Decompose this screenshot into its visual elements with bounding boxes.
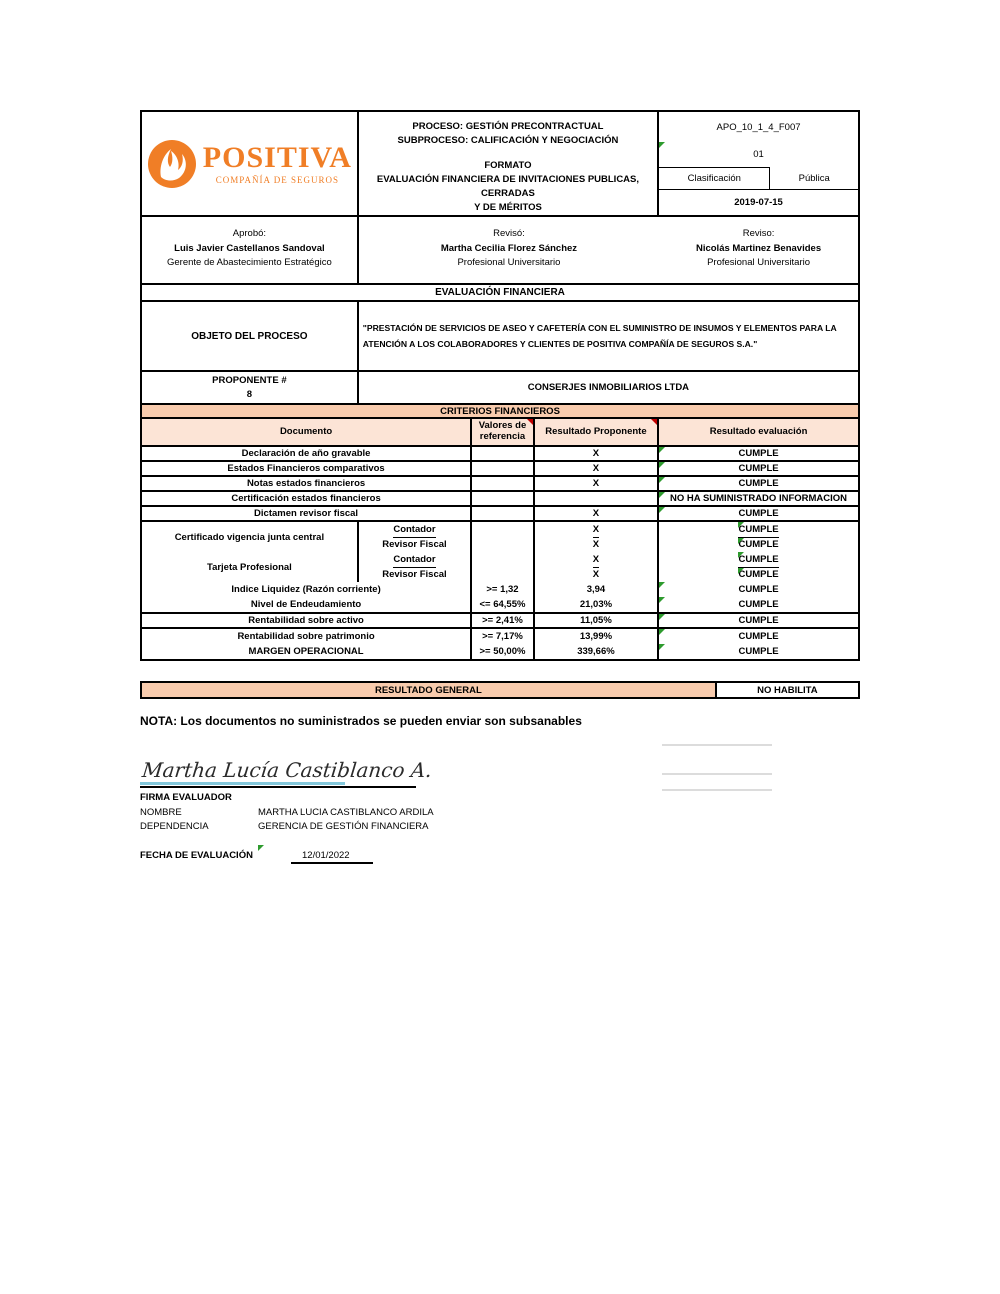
logo-cell <box>142 112 359 216</box>
classification-value: Pública <box>798 172 830 184</box>
table-row: Notas estados financieros X CUMPLE <box>142 477 858 492</box>
resultado-general-value: NO HABILITA <box>757 684 818 696</box>
table-row: Dictamen revisor fiscal X CUMPLE <box>142 507 858 522</box>
process-line: PROCESO: GESTIÓN PRECONTRACTUAL <box>412 121 604 132</box>
table-row: Certificación estados financieros NO HA SUMINISTRADO INFORMACION <box>142 492 858 507</box>
format-label: FORMATO <box>484 159 532 171</box>
nombre-label: NOMBRE <box>140 807 182 818</box>
fecha-evaluacion-value: 12/01/2022 <box>302 850 350 861</box>
table-row: Nivel de Endeudamiento <= 64,55% 21,03% CUMPLE <box>142 597 858 612</box>
subprocess-line: SUBPROCESO: CALIFICACIÓN Y NEGOCIACIÓN <box>397 135 619 147</box>
error-indicator-icon <box>659 142 665 148</box>
nombre-value: MARTHA LUCIA CASTIBLANCO ARDILA <box>258 807 434 818</box>
classification-label: Clasificación <box>659 167 770 189</box>
signature-line <box>140 786 416 788</box>
firma-evaluador-label: FIRMA EVALUADOR <box>140 792 232 803</box>
reviewed-by-2: Reviso: Nicolás Martinez Benavides Profesional Universitario <box>695 228 822 269</box>
objeto-label: OBJETO DEL PROCESO <box>142 302 359 370</box>
error-indicator-icon <box>659 582 665 588</box>
brand-name: POSITIVA <box>202 140 352 174</box>
proponente-label: PROPONENTE # 8 <box>142 372 359 403</box>
criteria-header-row <box>142 419 858 447</box>
comment-indicator-icon <box>527 419 533 425</box>
empty-signature-line <box>662 744 772 746</box>
error-indicator-icon <box>738 552 744 558</box>
fecha-evaluacion-label: FECHA DE EVALUACIÓN <box>140 850 253 861</box>
table-row: MARGEN OPERACIONAL >= 50,00% 339,66% CUMPLE <box>142 644 858 659</box>
section-title: EVALUACIÓN FINANCIERA <box>142 285 858 302</box>
col-resultado-evaluacion: Resultado evaluación <box>709 425 808 437</box>
form-title-cell <box>359 112 659 216</box>
proponente-name: CONSERJES INMOBILIARIOS LTDA <box>527 382 690 393</box>
table-group-tarjeta: Tarjeta Profesional Contador Revisor Fiscal X X CUMPLE CUMPLE <box>142 552 858 582</box>
table-row: Rentabilidad sobre patrimonio >= 7,17% 13,99% CUMPLE <box>142 629 858 644</box>
col-resultado-proponente: Resultado Proponente <box>535 419 659 445</box>
table-row: Rentabilidad sobre activo >= 2,41% 11,05% CUMPLE <box>142 614 858 629</box>
approved-by: Aprobó: Luis Javier Castellanos Sandoval Gerente de Abastecimiento Estratégico <box>142 217 359 283</box>
approvals-row <box>142 217 858 285</box>
reviewed-by-1: Revisó: Martha Cecilia Florez Sánchez Profesional Universitario <box>440 228 578 269</box>
brand-tagline: COMPAÑÍA DE SEGUROS <box>215 174 339 185</box>
table-row: Estados Financieros comparativos X CUMPLE <box>142 462 858 477</box>
proponente-row <box>142 372 858 405</box>
error-indicator-icon <box>659 447 665 453</box>
resultado-general-label: RESULTADO GENERAL <box>142 683 717 697</box>
error-indicator-icon <box>659 462 665 468</box>
table-group-liquidez <box>142 582 858 614</box>
error-indicator-icon <box>738 522 744 528</box>
note-text: NOTA: Los documentos no suministrados se pueden enviar son subsanables <box>140 714 582 728</box>
error-indicator-icon <box>659 477 665 483</box>
form-date: 2019-07-15 <box>734 197 783 209</box>
error-indicator-icon <box>659 507 665 513</box>
error-indicator-icon <box>659 492 665 498</box>
col-valores-referencia: Valores de referencia <box>472 419 535 445</box>
table-group-junta: Certificado vigencia junta central Contador Revisor Fiscal X X CUMPLE CUMPLE <box>142 522 858 552</box>
error-indicator-icon <box>738 538 744 544</box>
form-code-cell <box>659 112 858 216</box>
error-indicator-icon <box>659 629 665 635</box>
format-title-line2: Y DE MÉRITOS <box>474 202 542 214</box>
dependencia-value: GERENCIA DE GESTIÓN FINANCIERA <box>258 821 429 832</box>
handwritten-signature: Martha Lucía Castiblanco A. <box>141 758 434 782</box>
form-version: 01 <box>659 142 858 167</box>
proponente-number: 8 <box>246 389 253 401</box>
error-indicator-icon <box>659 614 665 620</box>
positiva-logo-icon <box>147 139 197 189</box>
objeto-text: "PRESTACIÓN DE SERVICIOS DE ASEO Y CAFETERÍA CON EL SUMINISTRO DE INSUMOS Y ELEMENTOS PARA LA ATENCIÓN A LOS COLABORADORES Y CLIENTES DE POSITIVA COMPAÑÍA DE SEGUROS S.A." <box>362 322 837 349</box>
fecha-underline <box>291 862 373 864</box>
logo-text <box>202 140 352 185</box>
form-code: APO_10_1_4_F007 <box>716 121 801 133</box>
objeto-row <box>142 302 858 372</box>
col-documento: Documento <box>142 419 472 445</box>
table-row: Indice Liquidez (Razón corriente) >= 1,32 3,94 CUMPLE <box>142 582 858 597</box>
document-body <box>140 110 860 661</box>
error-indicator-icon <box>659 644 665 650</box>
empty-signature-line <box>662 773 772 775</box>
error-indicator-icon <box>258 845 264 851</box>
format-title-line1: EVALUACIÓN FINANCIERA DE INVITACIONES PUBLICAS, CERRADAS <box>376 173 640 199</box>
resultado-general-row <box>140 681 860 699</box>
comment-indicator-icon <box>651 419 657 425</box>
empty-signature-line <box>662 789 772 791</box>
error-indicator-icon <box>659 597 665 603</box>
error-indicator-icon <box>738 568 744 574</box>
criteria-band: CRITERIOS FINANCIEROS <box>142 405 858 419</box>
table-row: Declaración de año gravable X CUMPLE <box>142 447 858 462</box>
form-header <box>142 112 858 217</box>
classification-row <box>659 167 858 190</box>
table-group-rentabilidad <box>142 629 858 659</box>
dependencia-label: DEPENDENCIA <box>140 821 209 832</box>
signature-highlight-line <box>140 782 345 785</box>
